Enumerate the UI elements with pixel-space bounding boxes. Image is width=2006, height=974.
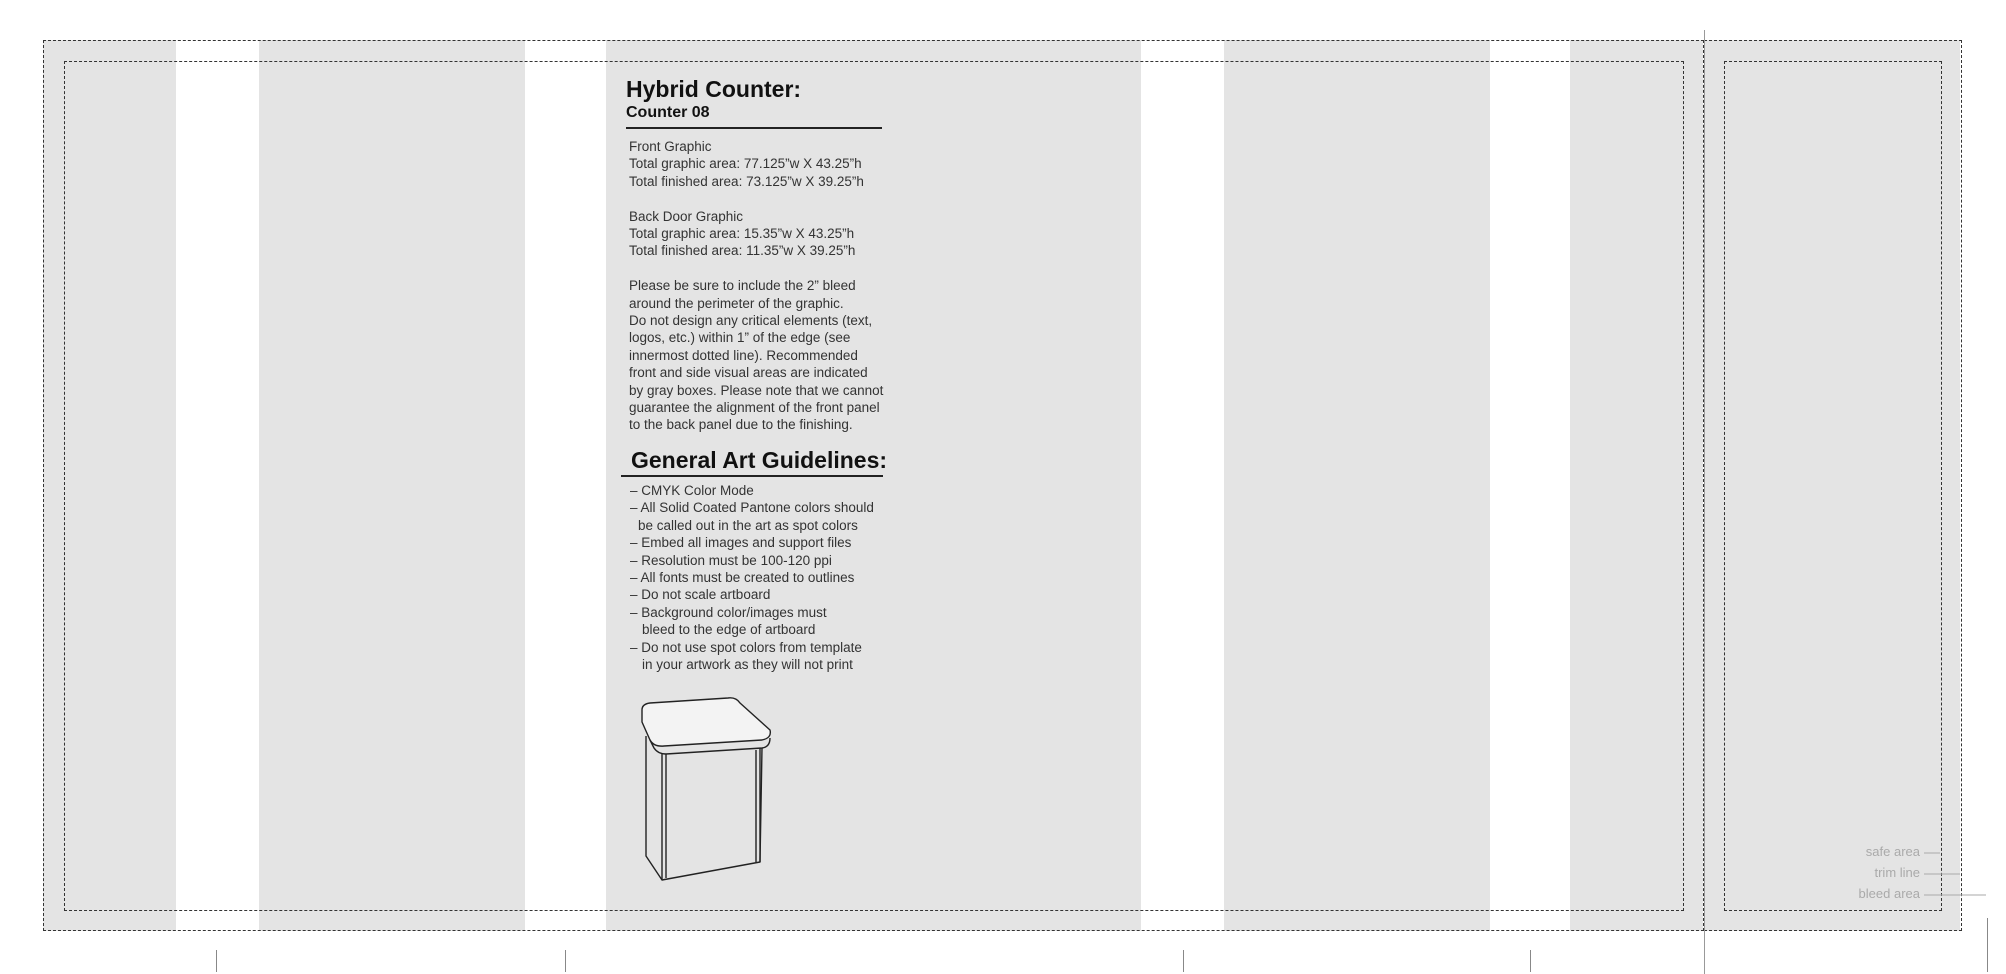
back-safe-outline [1724,61,1942,911]
template-instructions [626,76,906,673]
guideline-item: – All Solid Coated Pantone colors should [630,500,874,516]
front-graphic-area: Total graphic area: 77.125”w X 43.25”h [629,156,862,172]
back-door-finished-area: Total finished area: 11.35”w X 39.25”h [629,243,856,259]
instructions-line: innermost dotted line). Recommended [629,347,858,363]
guideline-item: – Do not use spot colors from template [630,639,862,655]
legend-safe-area: safe area [1865,844,1920,859]
legend-trim-line: trim line [1874,865,1920,880]
instructions-line: guarantee the alignment of the front panel [629,400,880,416]
counter-illustration [636,692,776,884]
fold-tick-3 [1183,950,1184,972]
instructions-line: front and side visual areas are indicated [629,365,868,381]
instructions-line: logos, etc.) within 1” of the edge (see [629,330,851,346]
back-door-graphic-area: Total graphic area: 15.35”w X 43.25”h [629,226,855,242]
guideline-item-cont: be called out in the art as spot colors [638,517,858,533]
front-graphic-spec [629,138,906,434]
guideline-item: – CMYK Color Mode [630,482,754,498]
instructions-line: by gray boxes. Please note that we cannot [629,382,884,398]
fold-tick-2 [565,950,566,972]
guidelines-title: General Art Guidelines: [631,446,888,473]
instructions-line: around the perimeter of the graphic. [629,295,844,311]
guideline-item: – Embed all images and support files [630,535,852,551]
guideline-item: – Do not scale artboard [630,587,771,603]
legend-bleed-area: bleed area [1858,886,1920,901]
guidelines-list [630,482,906,673]
guideline-item: – Background color/images must [630,604,827,620]
front-finished-area: Total finished area: 73.125”w X 39.25”h [629,173,864,189]
fold-tick-4 [1530,950,1531,972]
instructions-line: to the back panel due to the finishing. [629,417,853,433]
instructions-line: Please be sure to include the 2” bleed [629,278,856,294]
legend-leader-lines [1920,840,2006,910]
guideline-item: – Resolution must be 100-120 ppi [630,552,832,568]
template-subtitle: Counter 08 [626,104,710,121]
panel-divider-line [1704,30,1705,974]
fold-tick-1 [216,950,217,972]
template-title: Hybrid Counter: [626,76,802,102]
guideline-item-cont: in your artwork as they will not print [642,656,853,672]
guideline-item: – All fonts must be created to outlines [630,569,855,585]
guideline-item-cont: bleed to the edge of artboard [642,622,816,638]
back-door-graphic-heading: Back Door Graphic [629,208,744,224]
fold-tick-5 [1987,918,1988,972]
instructions-line: Do not design any critical elements (text, [629,313,873,329]
front-graphic-heading: Front Graphic [629,139,712,154]
